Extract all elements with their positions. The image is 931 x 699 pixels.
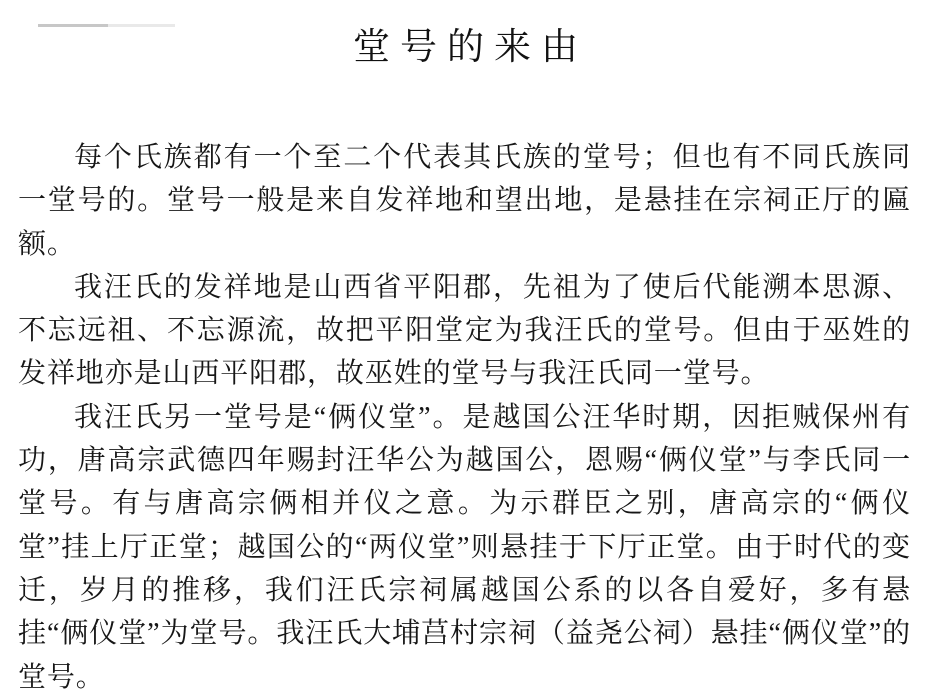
window-edge-artifact — [38, 24, 175, 27]
document-title: 堂号的来由 — [353, 27, 588, 68]
paragraph-1: 每个氏族都有一个至二个代表其氏族的堂号；但也有不同氏族同一堂号的。堂号一般是来自发祥地和望出地，是悬挂在宗祠正厅的匾额。 — [18, 142, 911, 260]
paragraph-2: 我汪氏的发祥地是山西省平阳郡，先祖为了使后代能溯本思源、不忘远祖、不忘源流，故把平阳堂定为我汪氏的堂号。但由于巫姓的发祥地亦是山西平阳郡，故巫姓的堂号与我汪氏同一堂号。 — [18, 271, 911, 390]
tab-edge-left-segment — [38, 24, 108, 27]
tab-edge-right-segment — [108, 24, 175, 27]
paragraph-3: 我汪氏另一堂号是“俩仪堂”。是越国公汪华时期，因拒贼保州有功，唐高宗武德四年赐封汪华公为越国公，恩赐“俩仪堂”与李氏同一堂号。有与唐高宗俩相并仪之意。为示群臣之别，唐高宗的“俩仪堂”挂上厅正堂；越国公的“两仪堂”则悬挂于下厅正堂。由于时代的变迁，岁月的推移，我们汪氏宗祠属越国公系的以各自爱好，多有悬挂“俩仪堂”为堂号。我汪氏大埔莒村宗祠（益尧公祠）悬挂“俩仪堂”的堂号。 — [18, 401, 911, 693]
document-body — [18, 136, 911, 699]
